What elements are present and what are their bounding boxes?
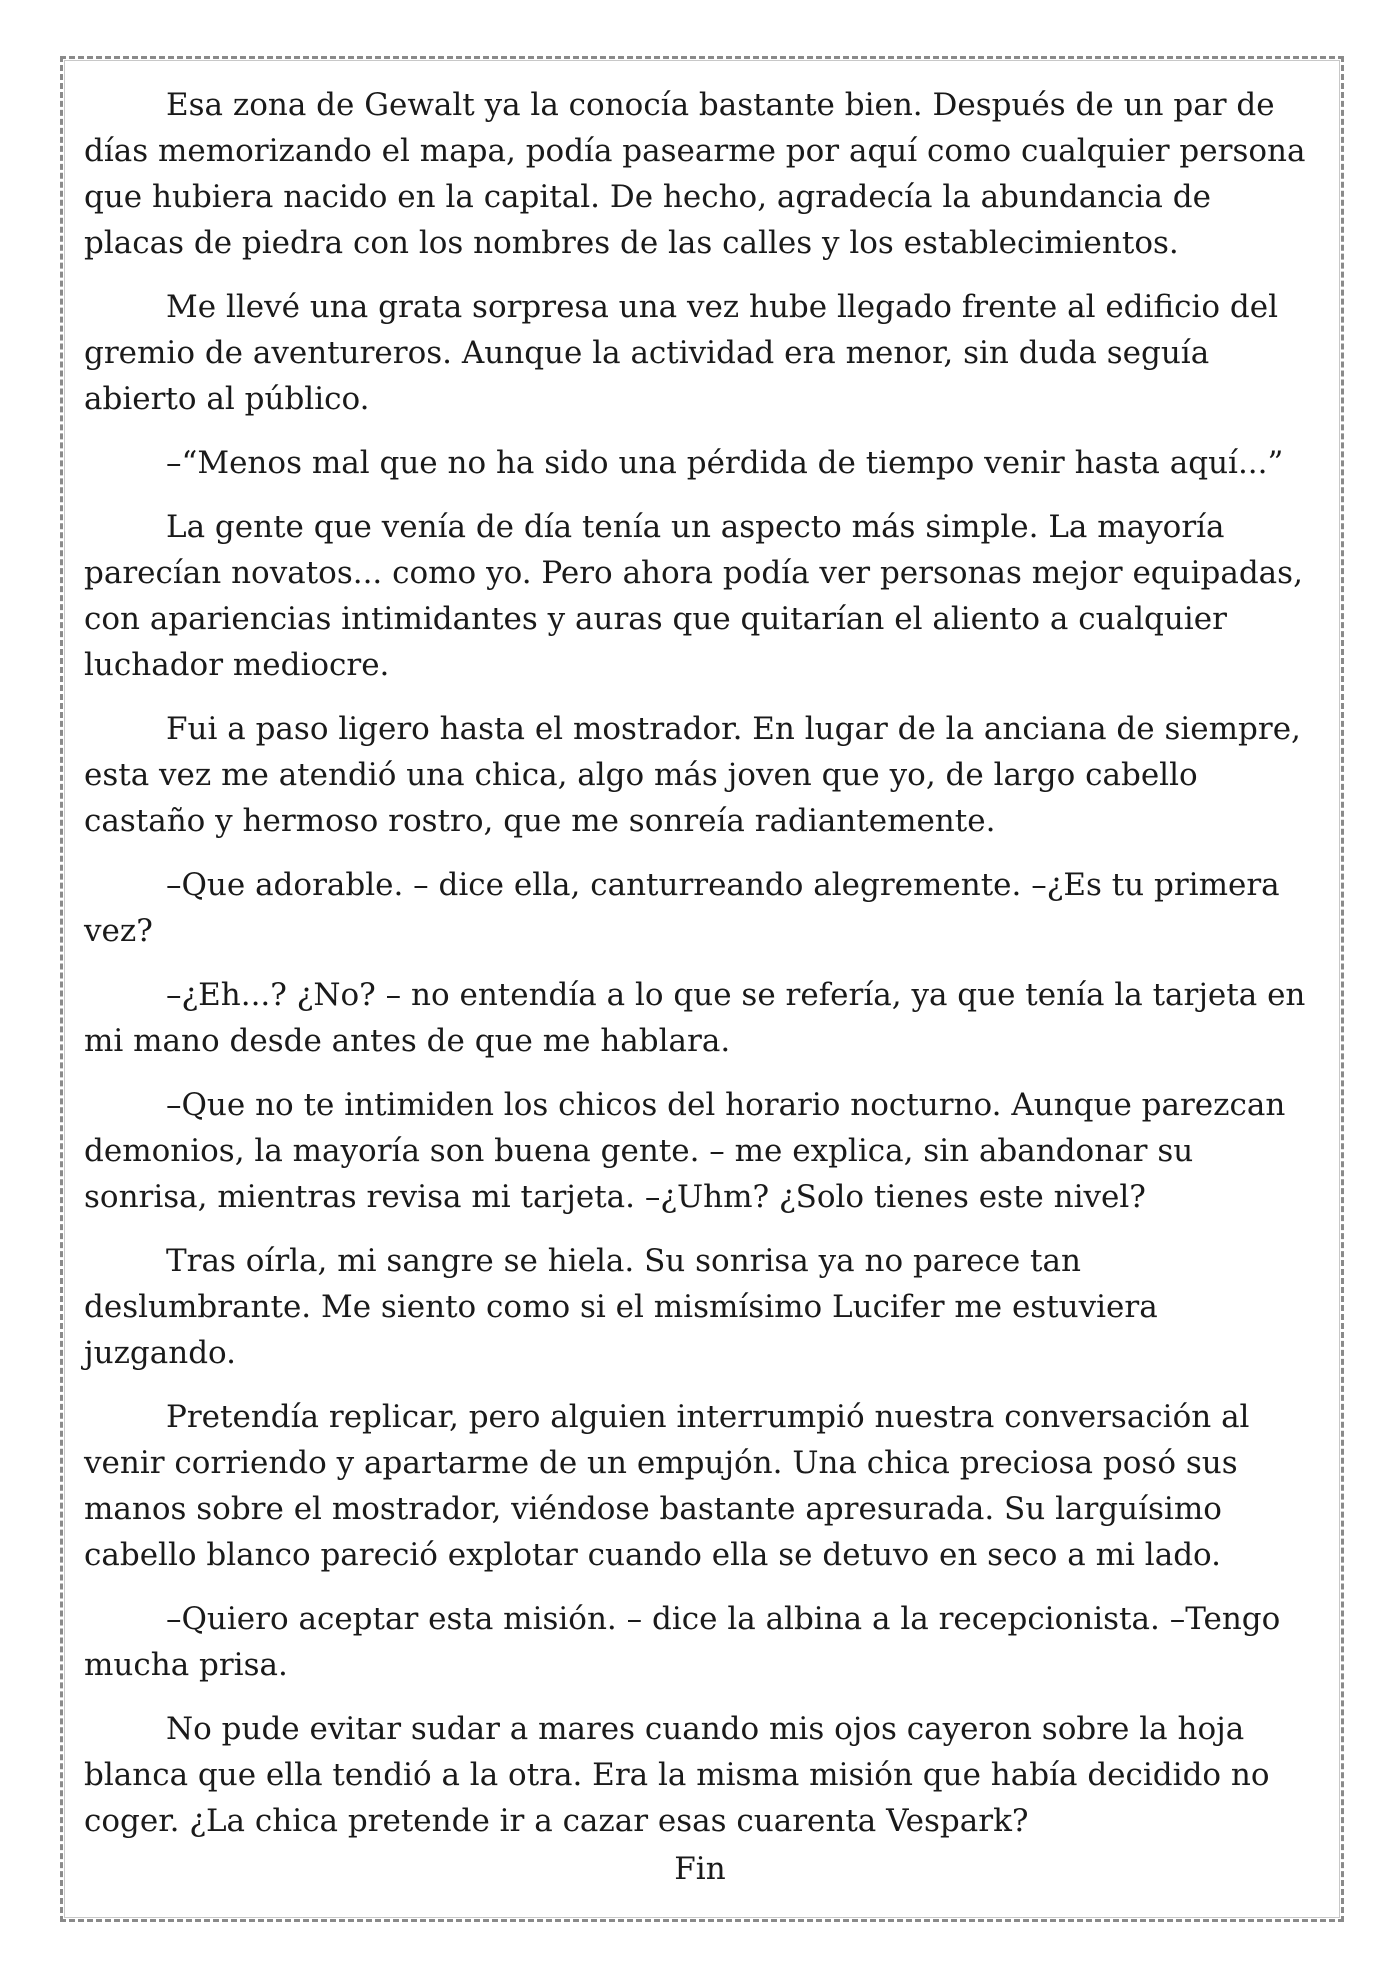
- paragraph: –Que no te intimiden los chicos del horario nocturno. Aunque parezcan demonios, la mayoría son buena gente. – me explica, sin abandonar su sonrisa, mientras revisa mi tarjeta. –¿Uhm? ¿Solo tienes este nivel?: [84, 1087, 1286, 1215]
- paragraph: –Quiero aceptar esta misión. – dice la albina a la recepcionista. –Tengo mucha prisa.: [84, 1601, 1281, 1683]
- ending-label: Fin: [674, 1851, 726, 1887]
- paragraph: No pude evitar sudar a mares cuando mis ojos cayeron sobre la hoja blanca que ella tendió a la otra. Era la misma misión que había decidido no coger. ¿La chica pretende ir a cazar esas cuarenta Vespark?: [84, 1711, 1270, 1839]
- paragraph: Me llevé una grata sorpresa una vez hube llegado frente al edificio del gremio de aventureros. Aunque la actividad era menor, sin duda seguía abierto al público.: [84, 289, 1279, 417]
- paragraph: –Que adorable. – dice ella, canturreando alegremente. –¿Es tu primera vez?: [84, 867, 1280, 949]
- paragraph: Fui a paso ligero hasta el mostrador. En lugar de la anciana de siempre, esta vez me atendió una chica, algo más joven que yo, de largo cabello castaño y hermoso rostro, que me sonreía radiantemente.: [84, 711, 1301, 839]
- paragraph: Esa zona de Gewalt ya la conocía bastante bien. Después de un par de días memorizando el mapa, podía pasearme por aquí como cualquier persona que hubiera nacido en la capital. De hecho, agradecía la abundancia de placas de piedra con los nombres de las calles y los establecimientos.: [84, 87, 1306, 261]
- paragraph: La gente que venía de día tenía un aspecto más simple. La mayoría parecían novatos... como yo. Pero ahora podía ver personas mejor equipadas, con apariencias intimidantes y auras que quitarían el aliento a cualquier luchador mediocre.: [84, 509, 1303, 683]
- paragraph: –“Menos mal que no ha sido una pérdida de tiempo venir hasta aquí...”: [166, 445, 1284, 481]
- paragraph: Pretendía replicar, pero alguien interrumpió nuestra conversación al venir corriendo y apartarme de un empujón. Una chica preciosa posó sus manos sobre el mostrador, viéndose bastante apresurada. Su larguísimo cabello blanco pareció explotar cuando ella se detuvo en seco a mi lado.: [84, 1399, 1250, 1573]
- document-body: [84, 82, 1306, 1862]
- paragraph: Tras oírla, mi sangre se hiela. Su sonrisa ya no parece tan deslumbrante. Me siento como si el mismísimo Lucifer me estuviera juzgando.: [84, 1243, 1158, 1371]
- paragraph: –¿Eh...? ¿No? – no entendía a lo que se refería, ya que tenía la tarjeta en mi mano desde antes de que me hablara.: [84, 977, 1306, 1059]
